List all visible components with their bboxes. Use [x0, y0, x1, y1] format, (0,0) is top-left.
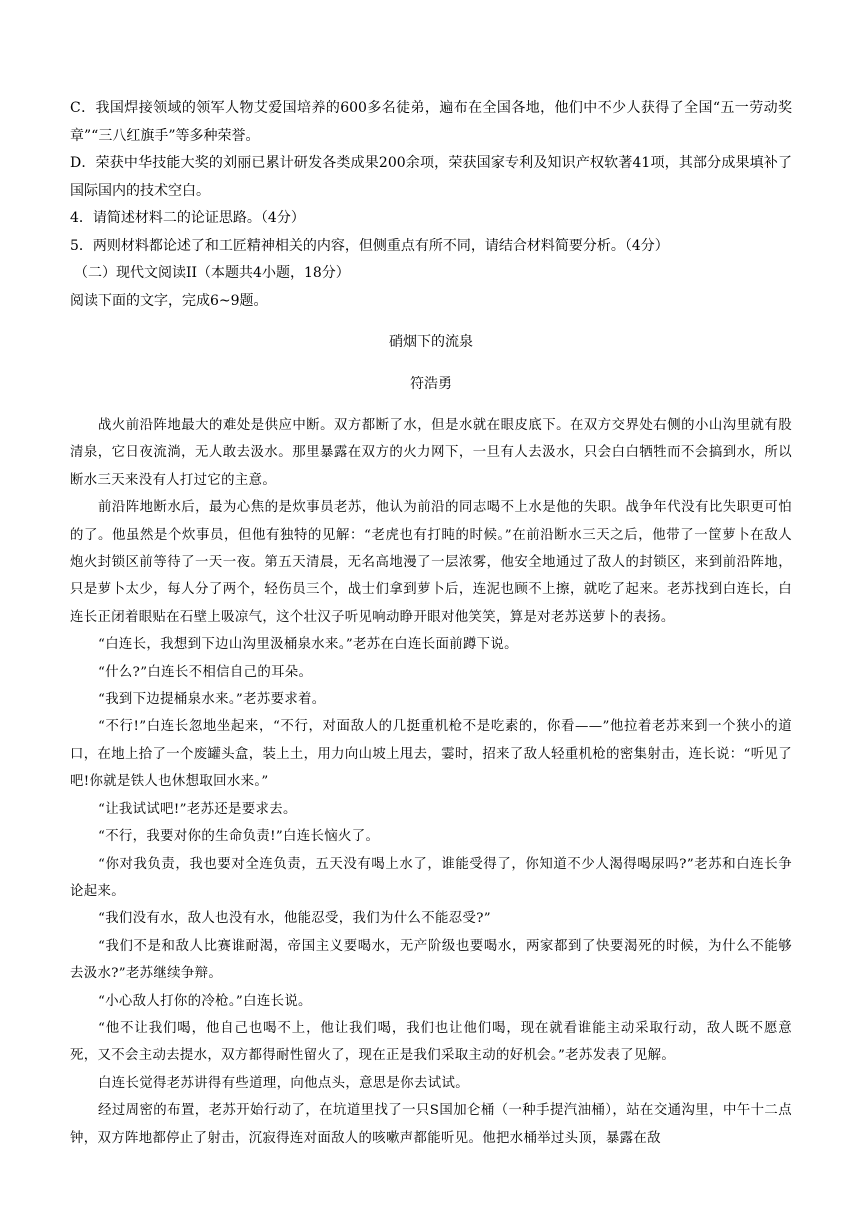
story-paragraph: 前沿阵地断水后，最为心焦的是炊事员老苏，他认为前沿的同志喝不上水是他的失职。战争年代没有比失职更可怕的了。他虽然是个炊事员，但他有独特的见解：“老虎也有打盹的时候。”在前沿断水三天之后，他带了一筐萝卜在敌人炮火封锁区前等待了一天一夜。第五天清晨，无名高地漫了一层浓雾，他安全地通过了敌人的封锁区，来到前沿阵地，只是萝卜太少，每人分了两个，轻伤员三个，战士们拿到萝卜后，连泥也顾不上擦，就吃了起来。老苏找到白连长，白连长正闭着眼贴在石壁上吸凉气，这个壮汉子听见响动睁开眼对他笑笑，算是对老苏送萝卜的表扬。 [70, 500, 792, 625]
story-paragraph: “他不让我们喝，他自己也喝不上，他让我们喝，我们也让他们喝，现在就看谁能主动采取行动，敌人既不愿意死，又不会主动去提水，双方都得耐性留火了，现在正是我们采取主动的好机会。”老苏发表了见解。 [70, 1020, 792, 1064]
story-paragraph: 白连长觉得老苏讲得有些道理，向他点头，意思是你去试试。 [98, 1075, 469, 1091]
question-5: 5．两则材料都论述了和工匠精神相关的内容，但侧重点有所不同，请结合材料简要分析。（4分） [70, 237, 669, 254]
story-paragraph: “我到下边提桶泉水来。”老苏要求着。 [98, 692, 326, 708]
story-paragraph: 战火前沿阵地最大的难处是供应中断。双方都断了水，但是水就在眼皮底下。在双方交界处右侧的小山沟里就有股清泉，它日夜流淌，无人敢去汲水。那里暴露在双方的火力网下，一旦有人去汲水，只会白白牺牲而不会搞到水，所以断水三天来没有人打过它的主意。 [70, 418, 792, 488]
story-author: 符浩勇 [410, 375, 452, 392]
question-4: 4．请简述材料二的论证思路。（4分） [70, 210, 305, 226]
question-3-option-d: D．荣获中华技能大奖的刘丽已累计研发各类成果200余项，荣获国家专利及知识产权软著41项，其部分成果填补了国际国内的技术空白。 [70, 155, 792, 199]
question-3-option-c: C．我国焊接领域的领军人物艾爱国培养的600多名徒弟，遍布在全国各地，他们中不少人获得了全国“五一劳动奖章”“三八红旗手”等多种荣誉。 [70, 100, 792, 144]
story-paragraph: “不行!”白连长忽地坐起来，“不行，对面敌人的几挺重机枪不是吃素的，你看——”他拉着老苏来到一个狭小的道口，在地上拾了一个废罐头盒，装上土，用力向山坡上甩去，霎时，招来了敌人轻重机枪的密集射击，连长说：“听见了吧!你就是铁人也休想取回水来。” [70, 719, 792, 790]
story-paragraph: “让我试试吧!”老苏还是要求去。 [98, 801, 297, 817]
story-paragraph: “小心敌人打你的冷枪。”白连长说。 [98, 993, 312, 1009]
story-paragraph: “什么?”白连长不相信自己的耳朵。 [98, 664, 313, 680]
story-paragraph: “白连长，我想到下边山沟里汲桶泉水来。”老苏在白连长面前蹲下说。 [98, 637, 518, 653]
story-paragraph: “你对我负责，我也要对全连负责，五天没有喝上水了，谁能受得了，你知道不少人渴得喝尿吗?”老苏和白连长争论起来。 [70, 856, 792, 899]
section-heading: （二）现代文阅读II（本题共4小题，18分） [74, 265, 350, 281]
document-page [70, 95, 792, 1152]
story-paragraph: “我们不是和敌人比赛谁耐渴，帝国主义要喝水，无产阶级也要喝水，两家都到了快要渴死的时候，为什么不能够去汲水?”老苏继续争辩。 [70, 938, 792, 982]
story-paragraph: “我们没有水，敌人也没有水，他能忍受，我们为什么不能忍受?” [98, 911, 491, 927]
story-paragraph: 经过周密的布置，老苏开始行动了，在坑道里找了一只S国加仑桶（一种手提汽油桶），站在交通沟里，中午十二点钟，双方阵地都停止了射击，沉寂得连对面敌人的咳嗽声都能听见。他把水桶举过头顶，暴露在敌 [70, 1103, 792, 1146]
story-title: 硝烟下的流泉 [389, 334, 473, 350]
story-paragraph: “不行，我要对你的生命负责!”白连长恼火了。 [98, 829, 380, 845]
reading-instruction: 阅读下面的文字，完成6~9题。 [70, 292, 268, 309]
